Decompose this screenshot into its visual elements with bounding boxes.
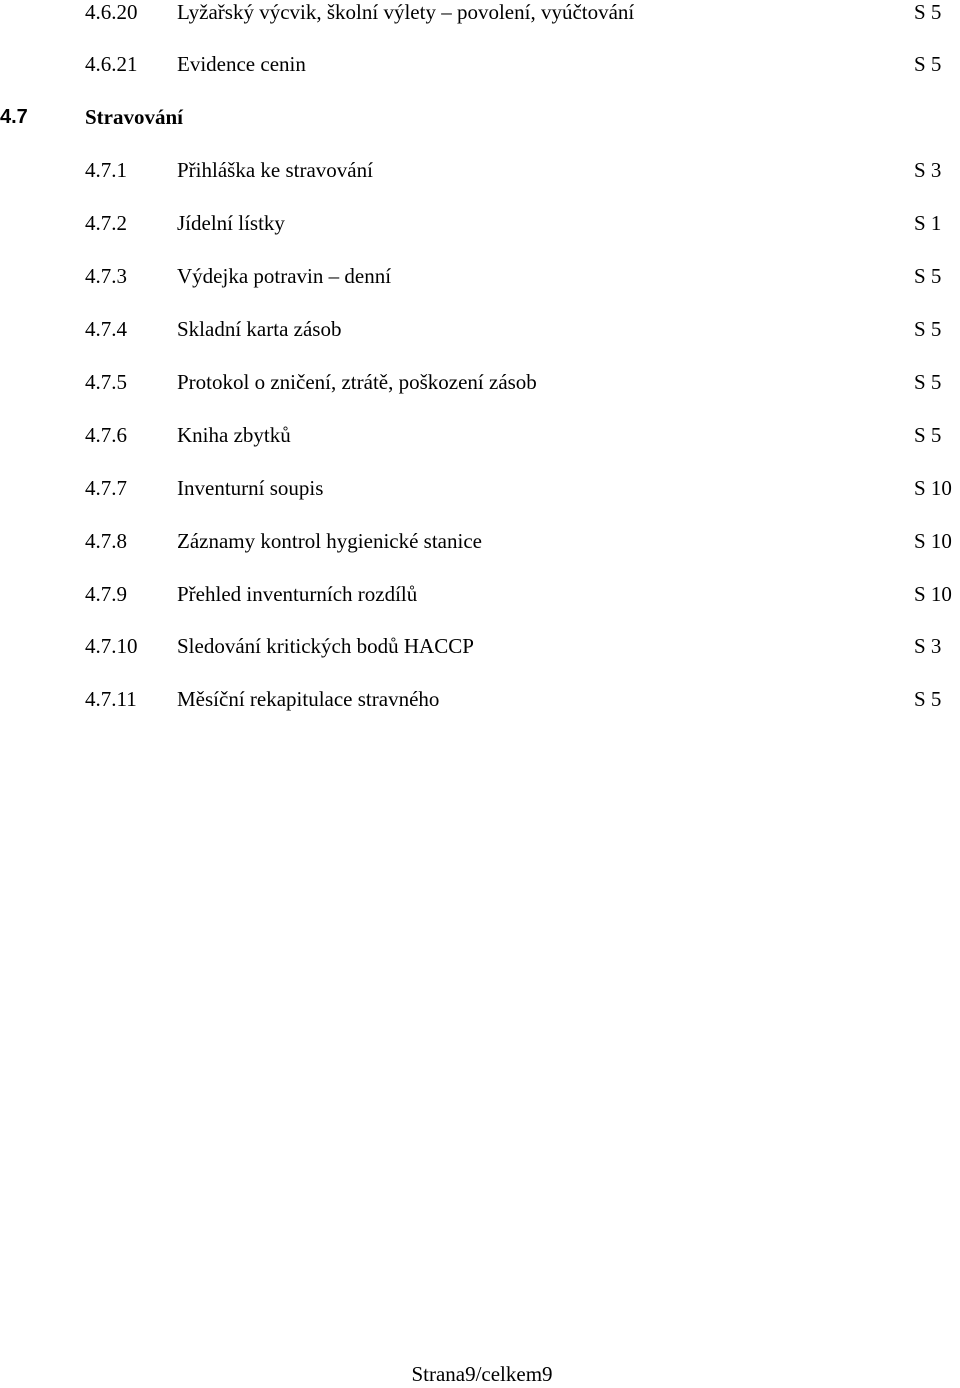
retention-code: S 5 <box>914 0 942 24</box>
retention-code: S 3 <box>914 158 942 182</box>
retention-code: S 10 <box>914 529 952 553</box>
item-title: Přihláška ke stravování <box>177 158 373 182</box>
retention-code: S 5 <box>914 264 942 288</box>
section-title: Stravování <box>85 105 184 129</box>
retention-code: S 5 <box>914 687 942 711</box>
item-number: 4.7.3 <box>85 264 127 288</box>
list-item <box>0 314 960 344</box>
section-heading <box>0 102 960 132</box>
list-item <box>0 155 960 185</box>
section-number: 4.7 <box>0 106 28 128</box>
item-title: Měsíční rekapitulace stravného <box>177 687 440 711</box>
item-title: Protokol o zničení, ztrátě, poškození zásob <box>177 370 537 394</box>
retention-code: S 3 <box>914 634 942 658</box>
item-title: Záznamy kontrol hygienické stanice <box>177 529 482 553</box>
item-title: Sledování kritických bodů HACCP <box>177 634 474 658</box>
list-item <box>0 208 960 238</box>
item-number: 4.7.4 <box>85 317 127 341</box>
list-item <box>0 631 960 661</box>
item-title: Lyžařský výcvik, školní výlety – povolení, vyúčtování <box>177 0 635 24</box>
item-number: 4.7.6 <box>85 423 127 447</box>
item-number: 4.6.20 <box>85 0 138 24</box>
item-title: Jídelní lístky <box>177 211 285 235</box>
item-number: 4.7.8 <box>85 529 127 553</box>
retention-code: S 10 <box>914 582 952 606</box>
item-number: 4.7.7 <box>85 476 127 500</box>
retention-code: S 5 <box>914 52 942 76</box>
item-number: 4.7.9 <box>85 582 127 606</box>
page-number-label: Strana9/celkem9 <box>411 1362 553 1386</box>
item-title: Inventurní soupis <box>177 476 324 500</box>
item-number: 4.7.2 <box>85 211 127 235</box>
item-number: 4.7.11 <box>85 687 137 711</box>
list-item <box>0 684 960 714</box>
item-number: 4.7.1 <box>85 158 127 182</box>
item-title: Přehled inventurních rozdílů <box>177 582 418 606</box>
list-item <box>0 0 960 27</box>
item-title: Výdejka potravin – denní <box>177 264 392 288</box>
list-item <box>0 420 960 450</box>
item-number: 4.7.5 <box>85 370 127 394</box>
retention-code: S 5 <box>914 423 942 447</box>
list-item <box>0 367 960 397</box>
retention-code: S 5 <box>914 317 942 341</box>
list-item <box>0 261 960 291</box>
item-title: Kniha zbytků <box>177 423 291 447</box>
item-number: 4.7.10 <box>85 634 138 658</box>
retention-code: S 10 <box>914 476 952 500</box>
retention-code: S 1 <box>914 211 942 235</box>
item-title: Skladní karta zásob <box>177 317 342 341</box>
list-item <box>0 473 960 503</box>
item-number: 4.6.21 <box>85 52 138 76</box>
list-item <box>0 526 960 556</box>
page-footer <box>0 1360 960 1388</box>
retention-code: S 5 <box>914 370 942 394</box>
list-item <box>0 49 960 79</box>
item-title: Evidence cenin <box>177 52 306 76</box>
list-item <box>0 579 960 609</box>
